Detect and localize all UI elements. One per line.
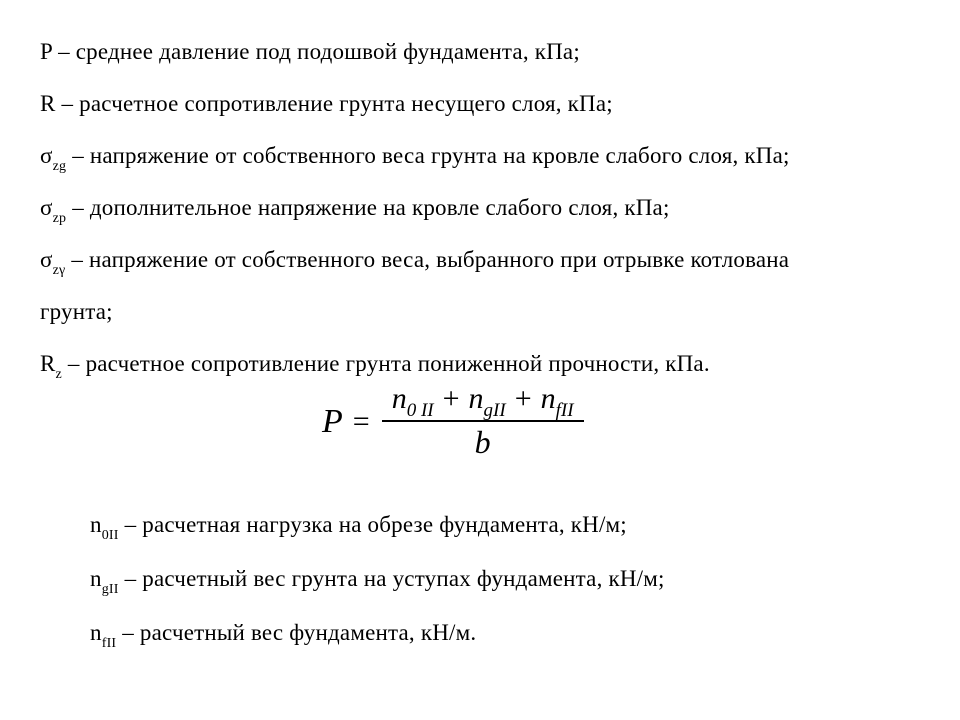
- symbol: [40, 195, 67, 226]
- definition-text: – расчетная нагрузка на обрезе фундамента, кН/м;: [124, 512, 627, 537]
- definition-text: – расчетный вес фундамента, кН/м.: [122, 620, 477, 645]
- definition-text: – дополнительное напряжение на кровле слабого слоя, кПа;: [72, 195, 670, 220]
- symbol-subscript: gII: [101, 582, 119, 597]
- formula-lhs: P: [322, 402, 343, 440]
- definition-line-n0: [90, 498, 920, 552]
- load-definitions-list: [90, 498, 920, 660]
- term-n0-subscript: 0 II: [406, 400, 434, 421]
- symbol-base: σ: [40, 143, 53, 168]
- symbol-base: n: [90, 512, 102, 537]
- symbol-base: n: [90, 620, 102, 645]
- definition-text: – напряжение от собственного веса грунта на кровле слабого слоя, кПа;: [72, 143, 790, 168]
- symbol-subscript: z: [55, 367, 62, 382]
- fraction-numerator: [382, 382, 584, 422]
- symbol-subscript: zp: [52, 211, 67, 226]
- symbol-base: R: [40, 351, 56, 376]
- definition-text: – расчетное сопротивление грунта пониженной прочности, кПа.: [67, 351, 710, 376]
- definition-line-r: [40, 78, 920, 130]
- symbol-subscript: fII: [101, 636, 117, 651]
- symbol: [90, 512, 119, 543]
- symbol-base: n: [90, 566, 102, 591]
- plus-sign: +: [442, 382, 460, 415]
- definition-line-sigma-zg: [40, 130, 920, 182]
- term-n0: n: [391, 382, 407, 415]
- definition-line-sigma-zgamma: [40, 234, 920, 338]
- symbol: [90, 566, 119, 597]
- term-nf-subscript: fII: [555, 400, 574, 421]
- symbol-subscript: zγ: [52, 263, 66, 278]
- definition-text: – среднее давление под подошвой фундамента, кПа;: [58, 39, 580, 64]
- symbol-subscript: 0II: [101, 528, 119, 543]
- term-ng-subscript: gII: [483, 400, 506, 421]
- definition-text: – расчетное сопротивление грунта несущего слоя, кПа;: [61, 91, 613, 116]
- fraction: [382, 382, 584, 461]
- symbol-base: P: [40, 39, 53, 64]
- definition-text: – напряжение от собственного веса, выбранного при отрывке котлована: [71, 247, 790, 272]
- definition-text-continuation: грунта;: [40, 299, 113, 324]
- symbol: [40, 39, 52, 64]
- symbol: [40, 351, 62, 382]
- symbol: [40, 143, 67, 174]
- definition-text: – расчетный вес грунта на уступах фундамента, кН/м;: [124, 566, 665, 591]
- equals-sign: =: [352, 404, 370, 438]
- symbol: [40, 91, 56, 116]
- definition-line-sigma-zp: [40, 182, 920, 234]
- term-ng: n: [468, 382, 484, 415]
- symbol-base: σ: [40, 195, 53, 220]
- term-nf: n: [540, 382, 556, 415]
- fraction-denominator: b: [474, 424, 491, 460]
- definition-line-ng: [90, 552, 920, 606]
- symbol-subscript: zg: [52, 159, 67, 174]
- symbol: [90, 620, 117, 651]
- plus-sign: +: [514, 382, 532, 415]
- definition-line-nf: [90, 606, 920, 660]
- symbol: [40, 247, 66, 278]
- pressure-formula: [322, 382, 584, 461]
- symbol-base: σ: [40, 247, 53, 272]
- symbol-definitions-list: [40, 26, 920, 390]
- definition-line-p: [40, 26, 920, 78]
- symbol-base: R: [40, 91, 56, 116]
